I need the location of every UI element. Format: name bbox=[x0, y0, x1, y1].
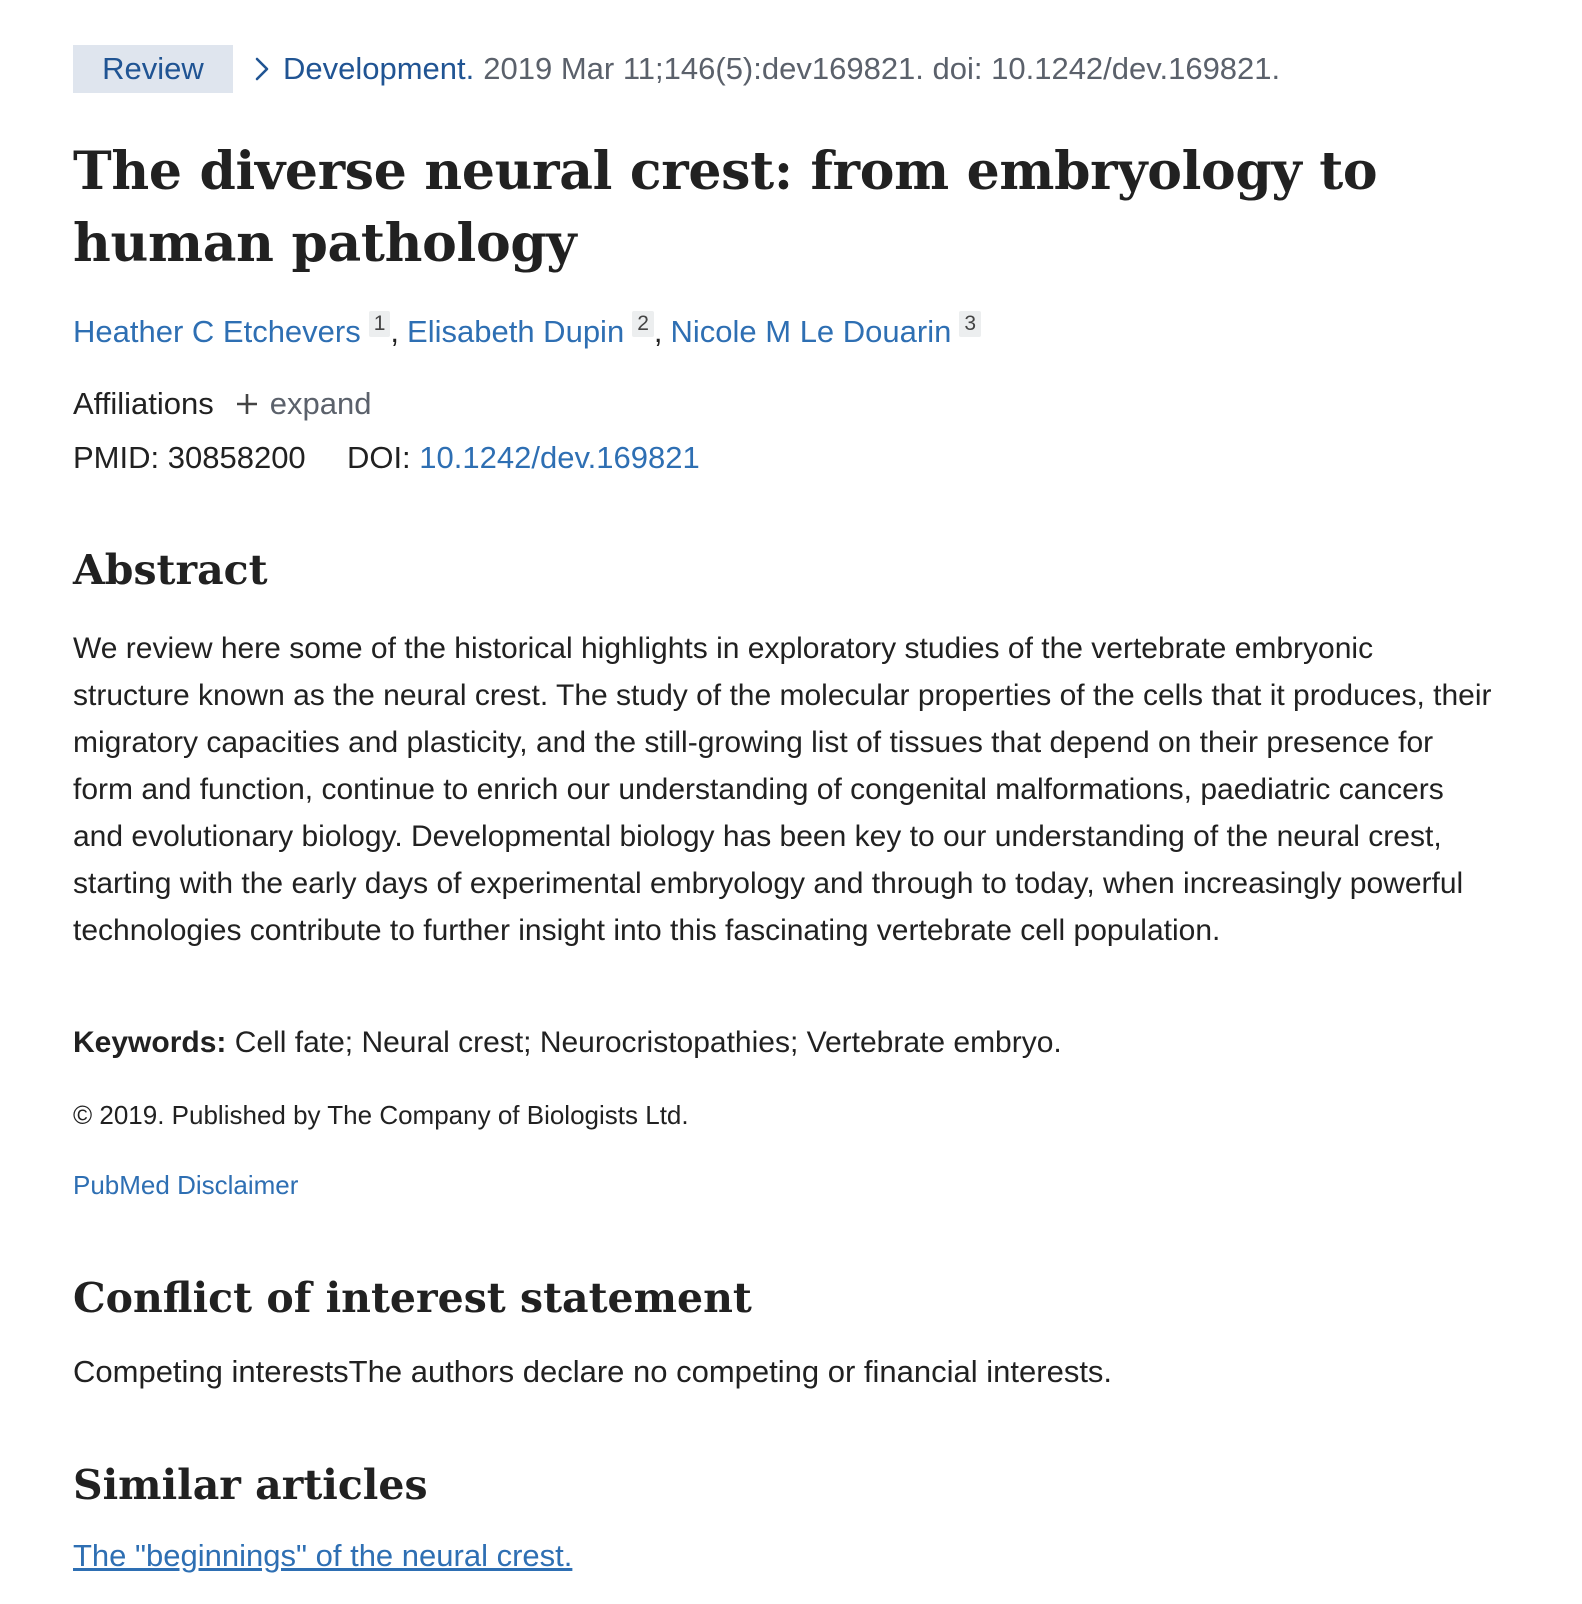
journal-link[interactable]: Development. bbox=[283, 51, 475, 86]
conflict-heading: Conflict of interest statement bbox=[73, 1274, 752, 1322]
affiliations-label: Affiliations bbox=[73, 386, 214, 421]
pmid-label: PMID: bbox=[73, 440, 160, 475]
affiliation-ref[interactable]: 3 bbox=[959, 311, 981, 337]
affiliations-row bbox=[73, 386, 371, 422]
citation-details: 2019 Mar 11;146(5):dev169821. doi: 10.1242/dev.169821. bbox=[483, 51, 1281, 86]
pmid-value: 30858200 bbox=[167, 440, 306, 475]
author-link[interactable]: Nicole M Le Douarin bbox=[670, 314, 952, 349]
author-separator: , bbox=[653, 314, 663, 349]
keywords-label: Keywords: bbox=[73, 1026, 227, 1059]
similar-articles-heading: Similar articles bbox=[73, 1461, 428, 1509]
doi-label: DOI: bbox=[346, 440, 411, 475]
author-link[interactable]: Heather C Etchevers bbox=[73, 314, 361, 349]
abstract-text: We review here some of the historical highlights in exploratory studies of the vertebrate embryonic structure known as the neural crest. The study of the molecular properties of the cells that it produces, their migratory capacities and plasticity, and the still-growing list of tissues that depend on their presence for form and function, continue to enrich our understanding of congenital malformations, paediatric cancers and evolutionary biology. Developmental biology has been key to our understanding of the neural crest, starting with the early days of experimental embryology and through to today, when increasingly powerful technologies contribute to further insight into this fascinating vertebrate cell population. bbox=[73, 632, 1492, 947]
author-separator: , bbox=[390, 314, 400, 349]
plus-icon[interactable] bbox=[234, 391, 260, 417]
author-list bbox=[73, 314, 981, 362]
affiliation-ref[interactable]: 2 bbox=[632, 311, 654, 337]
conflict-text: Competing interestsThe authors declare no competing or financial interests. bbox=[73, 1354, 1113, 1389]
article-title: The diverse neural crest: from embryology to human pathology bbox=[73, 141, 1378, 274]
expand-affiliations-button[interactable]: expand bbox=[269, 386, 372, 421]
keywords bbox=[73, 1026, 1062, 1060]
identifiers bbox=[73, 440, 700, 476]
chevron-right-icon bbox=[253, 56, 271, 82]
similar-article-link[interactable]: The "beginnings" of the neural crest. bbox=[73, 1538, 573, 1573]
pubmed-disclaimer-link[interactable]: PubMed Disclaimer bbox=[73, 1170, 299, 1200]
citation-line bbox=[73, 45, 1280, 93]
author-link[interactable]: Elisabeth Dupin bbox=[407, 314, 625, 349]
doi-link[interactable]: 10.1242/dev.169821 bbox=[419, 440, 700, 475]
copyright: © 2019. Published by The Company of Biologists Ltd. bbox=[73, 1100, 689, 1130]
publication-type-badge: Review bbox=[73, 45, 233, 93]
abstract-heading: Abstract bbox=[73, 546, 268, 594]
keywords-value: Cell fate; Neural crest; Neurocristopathies; Vertebrate embryo. bbox=[234, 1026, 1062, 1059]
affiliation-ref[interactable]: 1 bbox=[369, 311, 391, 337]
